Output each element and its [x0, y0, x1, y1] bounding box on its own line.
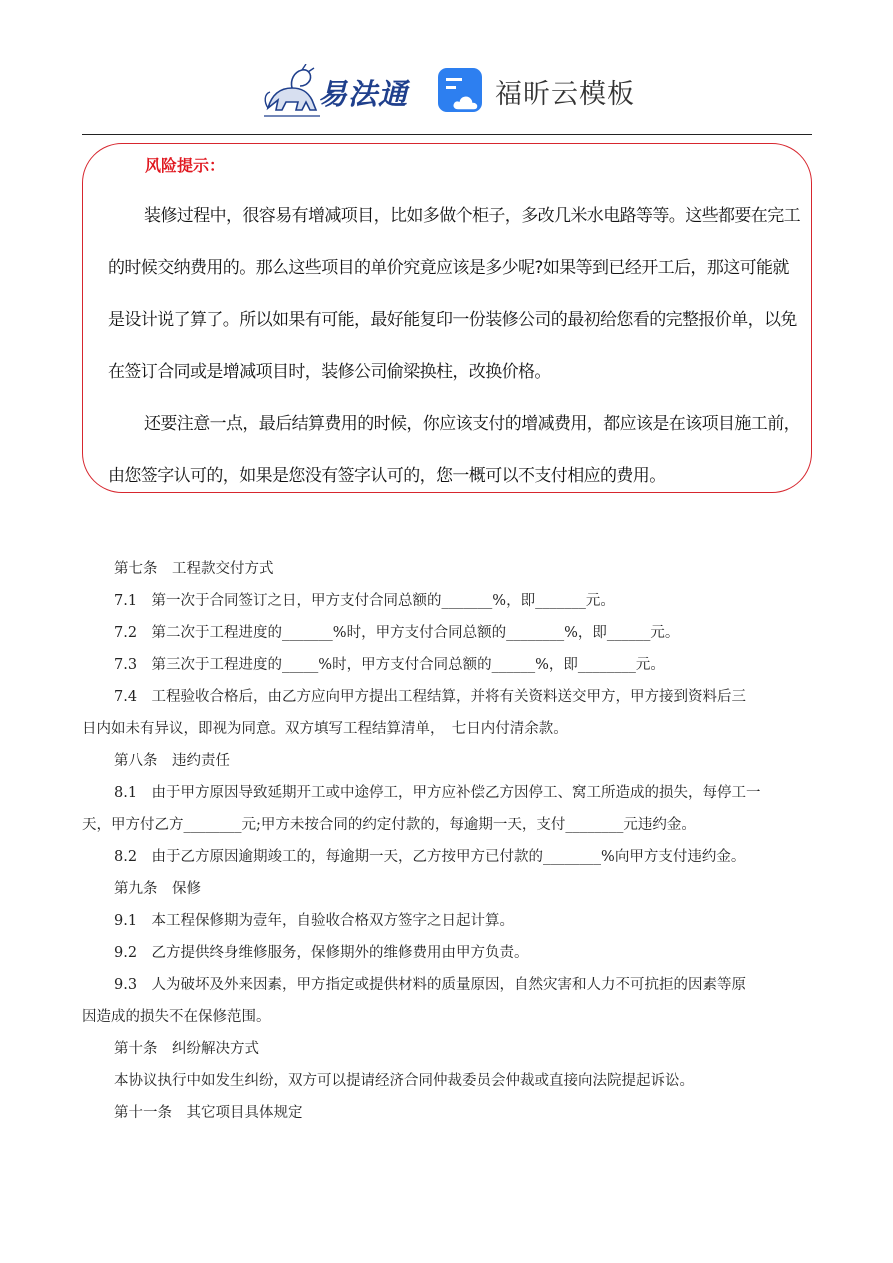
clause-7-3: 7.3 第三次于工程进度的_____%时，甲方支付合同总额的______%，即________元。	[114, 657, 665, 673]
clause-8-1-line-1: 8.1 由于甲方原因导致延期开工或中途停工，甲方应补偿乙方因停工、窝工所造成的损失，每停工一	[114, 785, 761, 801]
brand-yifatong: 易法通	[318, 77, 409, 111]
header-divider	[82, 134, 812, 135]
clause-7-4-line-2: 日内如未有异议，即视为同意。双方填写工程结算清单， 七日内付清余款。	[82, 721, 568, 737]
clause-7-4-line-1: 7.4 工程验收合格后，由乙方应向甲方提出工程结算，并将有关资料送交甲方，甲方接到资料后三	[114, 689, 747, 705]
risk-paragraph-1: 装修过程中，很容易有增减项目，比如多做个柜子，多改几米水电路等等。这些都要在完工的时候交纳费用的。那么这些项目的单价究竟应该是多少呢?如果等到已经开工后，那这可能就是设计说了算了。所以如果有可能，最好能复印一份装修公司的最初给您看的完整报价单，以免在签订合同或是增减项目时，装修公司偷梁换柱，改换价格。	[108, 206, 800, 382]
article-10-heading: 第十条 纠纷解决方式	[114, 1041, 259, 1057]
clause-9-1: 9.1 本工程保修期为壹年，自验收合格双方签字之日起计算。	[114, 913, 515, 929]
clause-10-text: 本协议执行中如发生纠纷，双方可以提请经济合同仲裁委员会仲裁或直接向法院提起诉讼。	[114, 1073, 694, 1089]
foxit-cloud-template-icon	[436, 66, 488, 118]
clause-9-3-line-2: 因造成的损失不在保修范围。	[82, 1009, 271, 1025]
article-7-heading: 第七条 工程款交付方式	[114, 561, 274, 577]
article-8-heading: 第八条 违约责任	[114, 753, 230, 769]
risk-paragraph-2: 还要注意一点，最后结算费用的时候，你应该支付的增减费用，都应该是在该项目施工前，由您签字认可的，如果是您没有签字认可的，您一概可以不支付相应的费用。	[108, 414, 800, 486]
clause-9-2: 9.2 乙方提供终身维修服务，保修期外的维修费用由甲方负责。	[114, 945, 529, 961]
contract-body	[82, 553, 814, 1129]
brand-foxit-cloud-template: 福昕云模板	[495, 79, 635, 110]
clause-9-3-line-1: 9.3 人为破坏及外来因素，甲方指定或提供材料的质量原因，自然灾害和人力不可抗拒的因素等原	[114, 977, 747, 993]
risk-notice-title: 风险提示：	[145, 156, 226, 175]
clause-8-2: 8.2 由于乙方原因逾期竣工的，每逾期一天，乙方按甲方已付款的________%向甲方支付违约金。	[114, 849, 746, 865]
clause-7-1: 7.1 第一次于合同签订之日，甲方支付合同总额的_______%，即_______元。	[114, 593, 615, 609]
header	[0, 58, 893, 128]
article-9-heading: 第九条 保修	[114, 881, 201, 897]
article-11-heading: 第十一条 其它项目具体规定	[114, 1105, 303, 1121]
clause-8-1-line-2: 天，甲方付乙方________元;甲方未按合同的约定付款的，每逾期一天，支付________元违约金。	[82, 817, 696, 833]
clause-7-2: 7.2 第二次于工程进度的_______%时，甲方支付合同总额的________%，即______元。	[114, 625, 680, 641]
qilin-logo-icon	[262, 64, 322, 120]
